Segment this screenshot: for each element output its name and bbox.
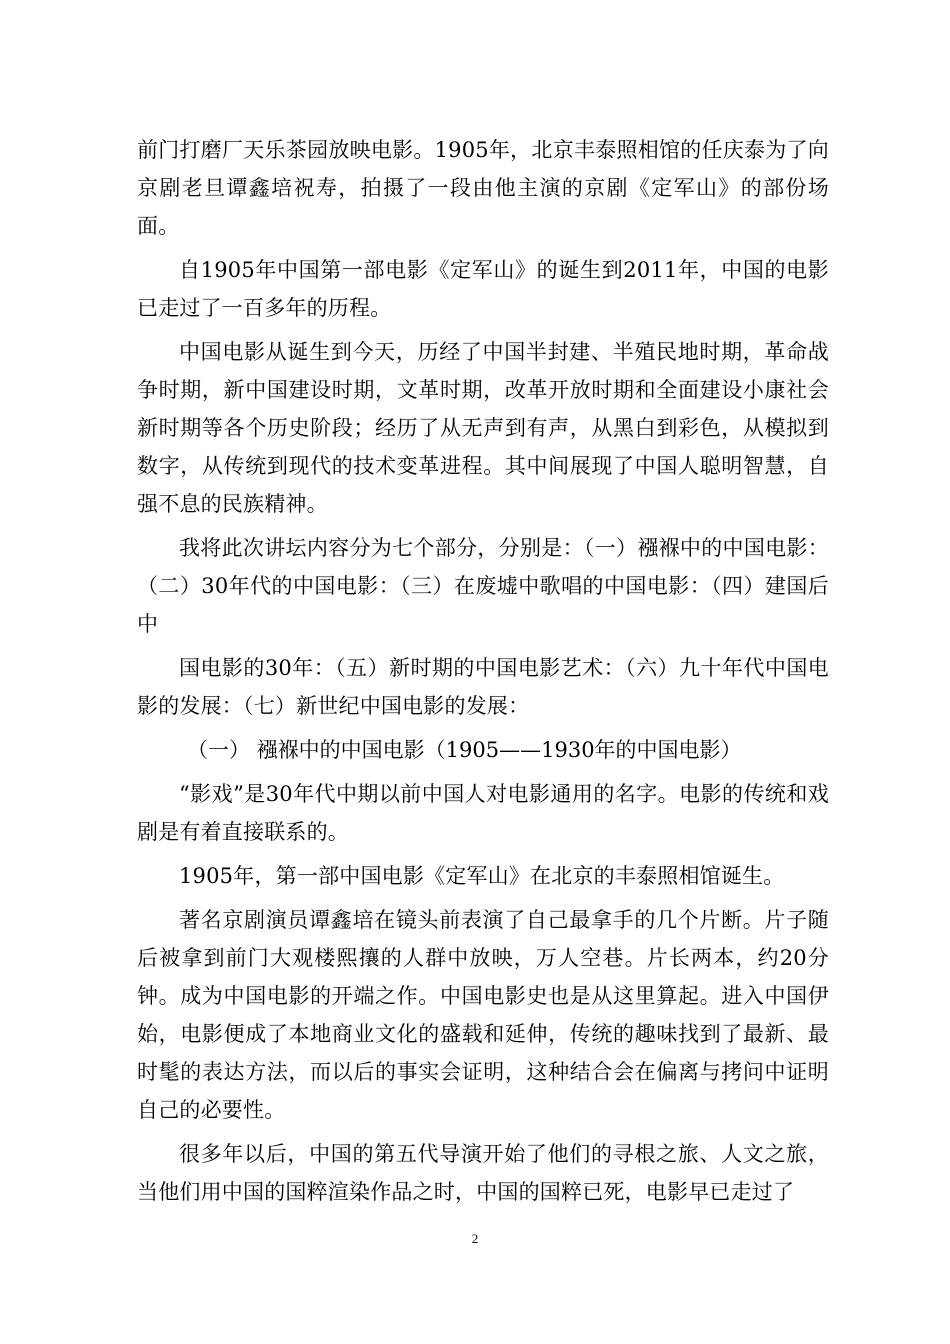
paragraph-historical-stages: 中国电影从诞生到今天，历经了中国半封建、半殖民地时期，革命战争时期，新中国建设时期，文革时期，改革开放时期和全面建设小康社会新时期等各个历史阶段；经历了从无声到有声，从黑白到彩色，从模拟到数字，从传统到现代的技术变革进程。其中间展现了中国人聪明智慧，自强不息的民族精神。	[137, 340, 829, 516]
paragraph-yingxi: “影戏”是30年代中期以前中国人对电影通用的名字。电影的传统和戏剧是有着直接联系的。	[137, 782, 829, 844]
paragraph-lecture-outline: 我将此次讲坛内容分为七个部分，分别是：（一）襁褓中的中国电影：（二）30年代的中国电影：（三）在废墟中歌唱的中国电影：（四）建国后中	[137, 536, 829, 636]
paragraph-first-film: 1905年，第一部中国电影《定军山》在北京的丰泰照相馆诞生。	[179, 864, 785, 888]
paragraph-tan-xinpei: 著名京剧演员谭鑫培在镜头前表演了自己最拿手的几个片断。片子随后被拿到前门大观楼熙攘的人群中放映，万人空巷。片长两本，约20分钟。成为中国电影的开端之作。中国电影史也是从这里算起。进入中国伊始，电影便成了本地商业文化的盛载和延伸，传统的趣味找到了最新、最时髦的表达方法，而以后的事实会证明，这种结合会在偏离与拷问中证明自己的必要性。	[137, 908, 829, 1122]
body-text	[137, 131, 829, 1217]
paragraph-continuation: 前门打磨厂天乐茶园放映电影。1905年，北京丰泰照相馆的任庆泰为了向京剧老旦谭鑫培祝寿，拍摄了一段由他主演的京剧《定军山》的部份场面。	[137, 138, 829, 238]
page-number: 2	[471, 1231, 479, 1246]
section-heading-one: （一） 襁褓中的中国电影（1905——1930年的中国电影）	[187, 738, 742, 762]
paragraph-outline-continued: 国电影的30年：（五）新时期的中国电影艺术：（六）九十年代中国电影的发展：（七）新世纪中国电影的发展：	[137, 656, 829, 718]
paragraph-fifth-generation: 很多年以后，中国的第五代导演开始了他们的寻根之旅、人文之旅，当他们用中国的国粹渲染作品之时，中国的国粹已死，电影早已走过了	[137, 1142, 829, 1204]
paragraph-history-span: 自1905年中国第一部电影《定军山》的诞生到2011年，中国的电影已走过了一百多年的历程。	[137, 258, 829, 320]
